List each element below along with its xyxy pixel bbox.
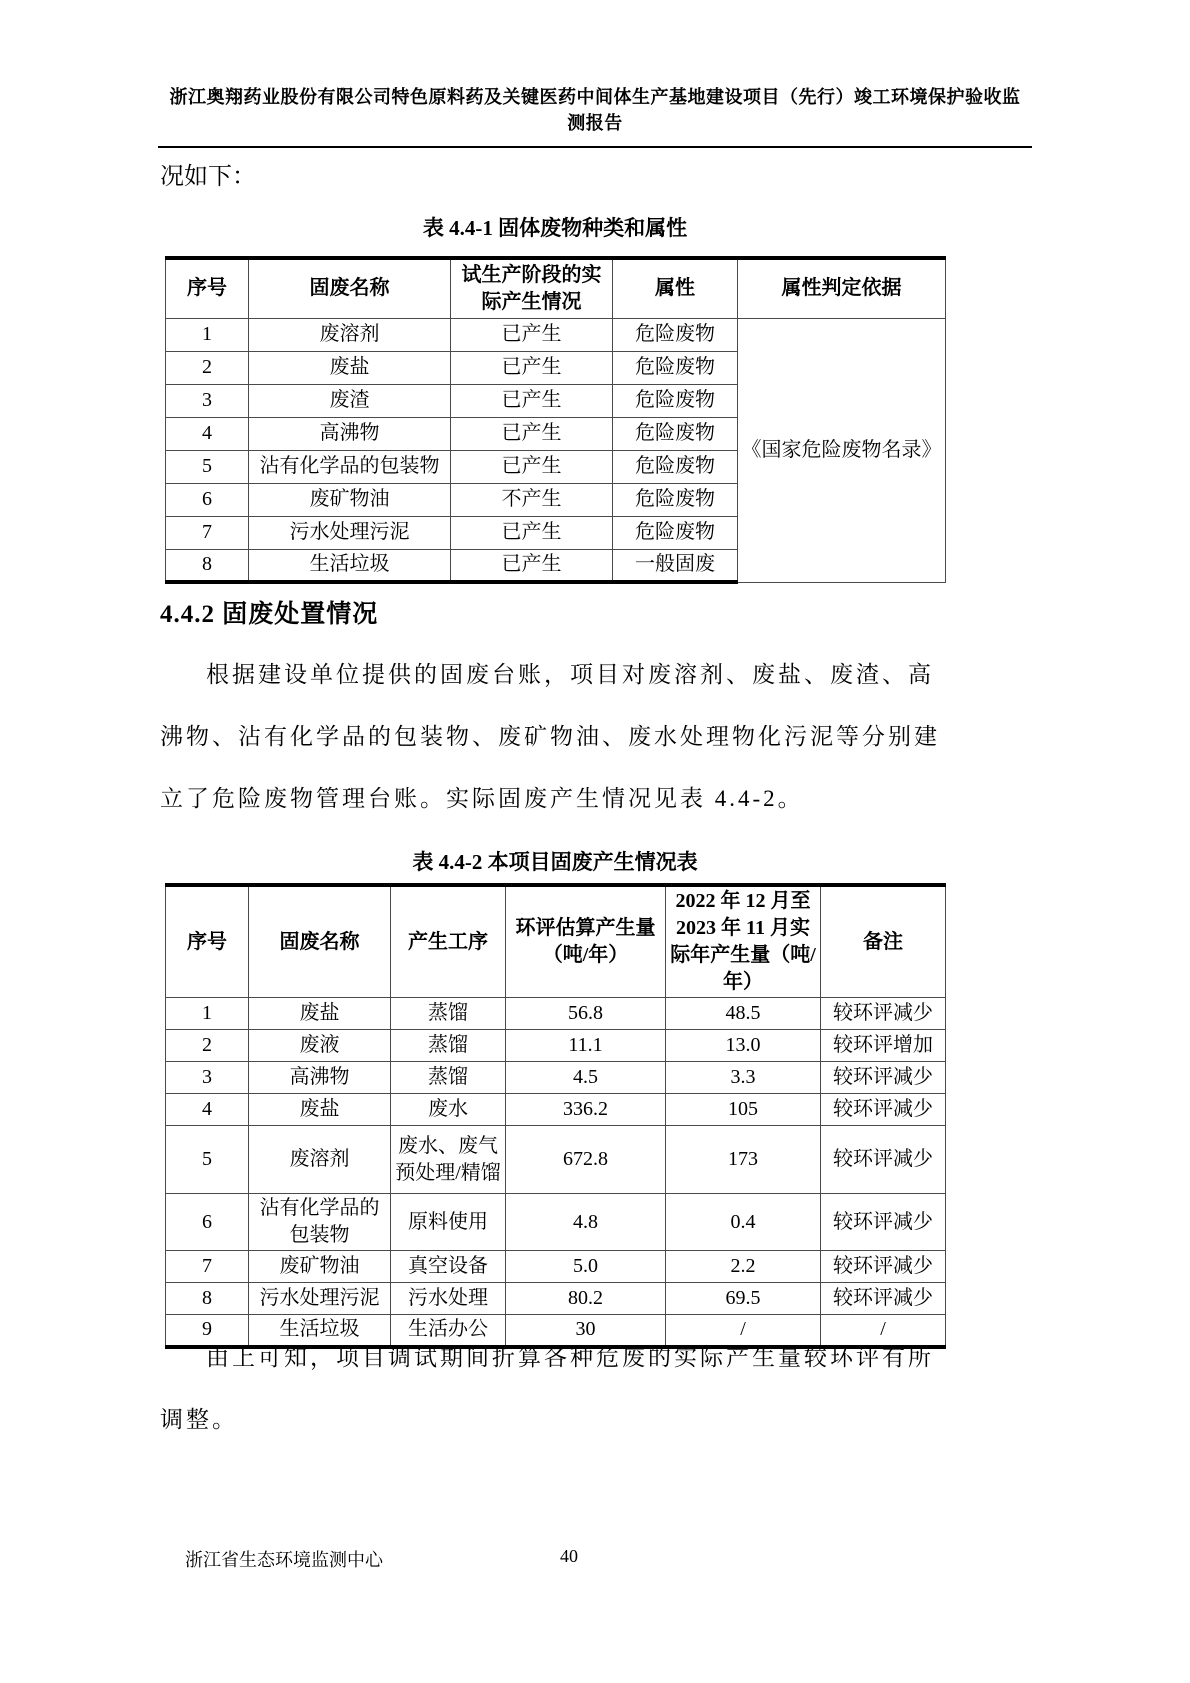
cell-process: 蒸馏 <box>391 1062 506 1094</box>
cell-production: 已产生 <box>451 384 613 417</box>
cell-process: 原料使用 <box>391 1194 506 1251</box>
cell-process: 生活办公 <box>391 1315 506 1347</box>
cell-eia-amount: 4.8 <box>506 1194 666 1251</box>
cell-remark: 较环评减少 <box>821 1126 946 1194</box>
cell-seq: 2 <box>166 1030 249 1062</box>
table2-header-row <box>166 885 946 998</box>
cell-remark: 较环评减少 <box>821 1094 946 1126</box>
cell-production: 已产生 <box>451 450 613 483</box>
cell-actual-amount: 69.5 <box>666 1283 821 1315</box>
table-row <box>166 1094 946 1126</box>
cell-seq: 6 <box>166 1194 249 1251</box>
cell-name: 废矿物油 <box>249 483 451 516</box>
table1-title: 表 4.4-1 固体废物种类和属性 <box>422 216 688 240</box>
cell-production: 已产生 <box>451 516 613 549</box>
cell-process: 真空设备 <box>391 1251 506 1283</box>
table-row <box>166 998 946 1030</box>
paragraph-line: 沸物、沾有化学品的包装物、废矿物油、废水处理物化污泥等分别建 <box>160 724 940 749</box>
cell-name: 污水处理污泥 <box>249 1283 391 1315</box>
paragraph-line: 由上可知，项目调试期间折算各种危废的实际产生量较环评有所 <box>206 1345 934 1370</box>
cell-name: 生活垃圾 <box>249 549 451 582</box>
running-header-line2: 测报告 <box>567 113 623 133</box>
table2-header-remark: 备注 <box>821 885 946 998</box>
cell-seq: 9 <box>166 1315 249 1347</box>
table-waste-generation <box>165 883 946 1349</box>
cell-production: 不产生 <box>451 483 613 516</box>
cell-name: 废液 <box>249 1030 391 1062</box>
cell-seq: 8 <box>166 549 249 582</box>
cell-attribute: 危险废物 <box>613 516 738 549</box>
cell-production: 已产生 <box>451 351 613 384</box>
cell-actual-amount: 13.0 <box>666 1030 821 1062</box>
cell-process: 污水处理 <box>391 1283 506 1315</box>
cell-name: 废盐 <box>249 998 391 1030</box>
table2-header-eia-amount: 环评估算产生量（吨/年） <box>506 885 666 998</box>
cell-seq: 1 <box>166 998 249 1030</box>
cell-name: 废盐 <box>249 1094 391 1126</box>
cell-remark: 较环评减少 <box>821 1251 946 1283</box>
cell-attribute: 危险废物 <box>613 417 738 450</box>
cell-attribute: 一般固废 <box>613 549 738 582</box>
table-row <box>166 318 946 351</box>
cell-name: 高沸物 <box>249 1062 391 1094</box>
cell-remark: 较环评增加 <box>821 1030 946 1062</box>
cell-production: 已产生 <box>451 549 613 582</box>
cell-remark: 较环评减少 <box>821 1283 946 1315</box>
table-solid-waste-types <box>165 256 946 584</box>
cell-attribute: 危险废物 <box>613 450 738 483</box>
table2-header-actual-amount: 2022 年 12 月至 2023 年 11 月实际年产生量（吨/年） <box>666 885 821 998</box>
table1-header-production: 试生产阶段的实际产生情况 <box>451 258 613 318</box>
cell-eia-amount: 30 <box>506 1315 666 1347</box>
table2-title: 表 4.4-2 本项目固废产生情况表 <box>412 850 698 874</box>
cell-remark: 较环评减少 <box>821 1062 946 1094</box>
cell-seq: 4 <box>166 417 249 450</box>
cell-process: 废水 <box>391 1094 506 1126</box>
cell-actual-amount: 2.2 <box>666 1251 821 1283</box>
cell-seq: 1 <box>166 318 249 351</box>
table1-header-basis: 属性判定依据 <box>738 258 946 318</box>
cell-name: 沾有化学品的包装物 <box>249 1194 391 1251</box>
cell-seq: 7 <box>166 1251 249 1283</box>
cell-actual-amount: 0.4 <box>666 1194 821 1251</box>
table1-header-seq: 序号 <box>166 258 249 318</box>
section-heading-4-4-2: 4.4.2 固废处置情况 <box>160 601 379 628</box>
cell-attribute: 危险废物 <box>613 318 738 351</box>
cell-seq: 3 <box>166 384 249 417</box>
cell-attribute: 危险废物 <box>613 483 738 516</box>
table2-header-seq: 序号 <box>166 885 249 998</box>
table-row <box>166 1062 946 1094</box>
cell-eia-amount: 56.8 <box>506 998 666 1030</box>
running-header-line1: 浙江奥翔药业股份有限公司特色原料药及关键医药中间体生产基地建设项目（先行）竣工环境保护验收监 <box>169 87 1021 107</box>
cell-attribute: 危险废物 <box>613 384 738 417</box>
paragraph-conclusion <box>160 1327 1010 1451</box>
cell-name: 废盐 <box>249 351 451 384</box>
table-row <box>166 1251 946 1283</box>
cell-name: 废渣 <box>249 384 451 417</box>
cell-seq: 4 <box>166 1094 249 1126</box>
cell-process: 蒸馏 <box>391 1030 506 1062</box>
cell-actual-amount: 3.3 <box>666 1062 821 1094</box>
cell-process: 蒸馏 <box>391 998 506 1030</box>
cell-production: 已产生 <box>451 318 613 351</box>
cell-actual-amount: 173 <box>666 1126 821 1194</box>
cell-remark: / <box>821 1315 946 1347</box>
table-row <box>166 1283 946 1315</box>
table2-header-process: 产生工序 <box>391 885 506 998</box>
footer-page-number: 40 <box>560 1546 578 1566</box>
cell-remark: 较环评减少 <box>821 1194 946 1251</box>
table2-header-name: 固废名称 <box>249 885 391 998</box>
paragraph-line: 调整。 <box>160 1407 238 1432</box>
cell-name: 废溶剂 <box>249 1126 391 1194</box>
cell-name: 沾有化学品的包装物 <box>249 450 451 483</box>
cell-seq: 5 <box>166 450 249 483</box>
running-header <box>158 84 1032 148</box>
cell-actual-amount: 48.5 <box>666 998 821 1030</box>
paragraph-line: 根据建设单位提供的固废台账，项目对废溶剂、废盐、废渣、高 <box>206 662 934 687</box>
table1-header-name: 固废名称 <box>249 258 451 318</box>
table-row <box>166 1030 946 1062</box>
cell-seq: 8 <box>166 1283 249 1315</box>
page-footer <box>0 1546 1190 1576</box>
table1-header-attribute: 属性 <box>613 258 738 318</box>
cell-seq: 6 <box>166 483 249 516</box>
cell-remark: 较环评减少 <box>821 998 946 1030</box>
paragraph-waste-ledger <box>160 644 1010 830</box>
cell-name: 污水处理污泥 <box>249 516 451 549</box>
cell-seq: 3 <box>166 1062 249 1094</box>
cell-name: 废矿物油 <box>249 1251 391 1283</box>
cell-seq: 5 <box>166 1126 249 1194</box>
cell-eia-amount: 4.5 <box>506 1062 666 1094</box>
cell-attribute: 危险废物 <box>613 351 738 384</box>
table-row <box>166 1126 946 1194</box>
cell-name: 生活垃圾 <box>249 1315 391 1347</box>
cell-basis-merged: 《国家危险废物名录》 <box>738 318 946 582</box>
intro-text: 况如下： <box>160 164 256 190</box>
cell-seq: 7 <box>166 516 249 549</box>
cell-eia-amount: 11.1 <box>506 1030 666 1062</box>
table-row <box>166 1194 946 1251</box>
footer-organization: 浙江省生态环境监测中心 <box>185 1550 383 1570</box>
cell-eia-amount: 672.8 <box>506 1126 666 1194</box>
cell-seq: 2 <box>166 351 249 384</box>
cell-actual-amount: / <box>666 1315 821 1347</box>
table1-header-row <box>166 258 946 318</box>
cell-eia-amount: 336.2 <box>506 1094 666 1126</box>
cell-name: 废溶剂 <box>249 318 451 351</box>
cell-actual-amount: 105 <box>666 1094 821 1126</box>
paragraph-line: 立了危险废物管理台账。实际固废产生情况见表 4.4-2。 <box>160 786 804 811</box>
cell-eia-amount: 5.0 <box>506 1251 666 1283</box>
cell-name: 高沸物 <box>249 417 451 450</box>
cell-eia-amount: 80.2 <box>506 1283 666 1315</box>
cell-process: 废水、废气预处理/精馏 <box>391 1126 506 1194</box>
cell-production: 已产生 <box>451 417 613 450</box>
